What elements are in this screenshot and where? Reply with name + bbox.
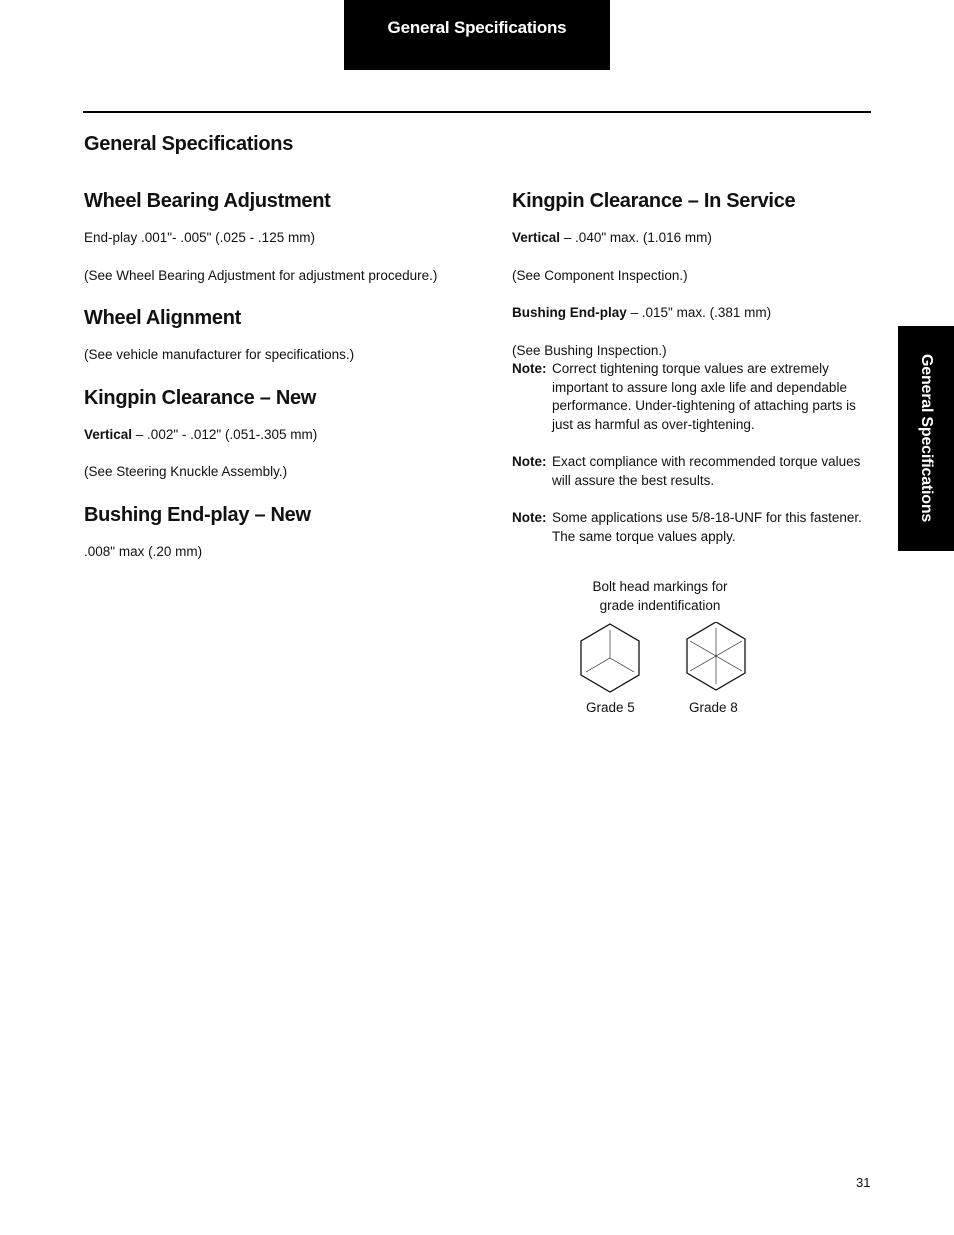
side-tab-label: General Specifications — [918, 354, 935, 523]
grade8-bolt-head-icon — [687, 622, 745, 690]
note-label: Note: — [512, 510, 547, 525]
header-divider — [83, 111, 871, 113]
bushing-service-reference: (See Bushing Inspection.) — [512, 342, 667, 358]
figure-caption-line2: grade indentification — [599, 598, 721, 613]
note-fastener-thread — [512, 509, 872, 546]
bushing-service-label: Bushing End-play — [512, 305, 627, 320]
note-torque-compliance — [512, 453, 872, 490]
wheel-bearing-endplay: End-play .001"- .005" (.025 - .125 mm) — [84, 230, 315, 245]
heading-kingpin-service: Kingpin Clearance – In Service — [512, 190, 796, 212]
note-text: Some applications use 5/8-18-UNF for this fastener. The same torque values apply. — [552, 510, 862, 544]
left-column — [84, 188, 484, 561]
bushing-service-value: – .015" max. (.381 mm) — [626, 305, 772, 320]
note-text: Exact compliance with recommended torque values will assure the best results. — [552, 454, 861, 488]
note-label: Note: — [512, 454, 547, 469]
kingpin-service-reference: (See Component Inspection.) — [512, 267, 688, 283]
kingpin-service-vertical — [512, 229, 872, 248]
wheel-alignment-reference: (See vehicle manufacturer for specifications.) — [84, 347, 355, 362]
right-column — [512, 188, 872, 546]
header-tab-label: General Specifications — [387, 18, 567, 37]
bushing-service-endplay — [512, 304, 872, 323]
header-tab — [344, 0, 610, 70]
heading-wheel-alignment: Wheel Alignment — [84, 307, 241, 329]
side-section-tab — [898, 326, 954, 551]
kingpin-service-vertical-label: Vertical — [512, 230, 561, 245]
heading-wheel-bearing: Wheel Bearing Adjustment — [84, 190, 331, 212]
grade5-bolt-head-icon — [581, 624, 639, 692]
note-text: Correct tightening torque values are extremely important to assure long axle life and dependable performance. Under-tightening of attaching parts is just as harmful as over-tightening. — [552, 361, 856, 432]
kingpin-service-vertical-value: – .040" max. (1.016 mm) — [560, 230, 712, 245]
kingpin-new-vertical-value: – .002" - .012" (.051-.305 mm) — [132, 426, 318, 442]
bushing-new-value: .008" max (.20 mm) — [84, 543, 203, 559]
grade5-label: Grade 5 — [586, 700, 635, 715]
note-torque-importance — [512, 360, 872, 434]
page-number: 31 — [856, 1175, 871, 1190]
heading-kingpin-new: Kingpin Clearance – New — [84, 386, 317, 409]
kingpin-new-vertical-label: Vertical — [84, 426, 133, 442]
note-label: Note: — [512, 361, 547, 376]
heading-bushing-new: Bushing End-play – New — [84, 503, 311, 526]
bolt-heads-illustration — [560, 622, 760, 694]
page-title: General Specifications — [84, 133, 294, 155]
grade8-label: Grade 8 — [689, 700, 738, 715]
kingpin-new-reference: (See Steering Knuckle Assembly.) — [84, 464, 288, 479]
figure-caption-line1: Bolt head markings for — [592, 579, 728, 594]
kingpin-new-vertical — [84, 426, 484, 445]
wheel-bearing-reference: (See Wheel Bearing Adjustment for adjustment procedure.) — [84, 267, 438, 283]
